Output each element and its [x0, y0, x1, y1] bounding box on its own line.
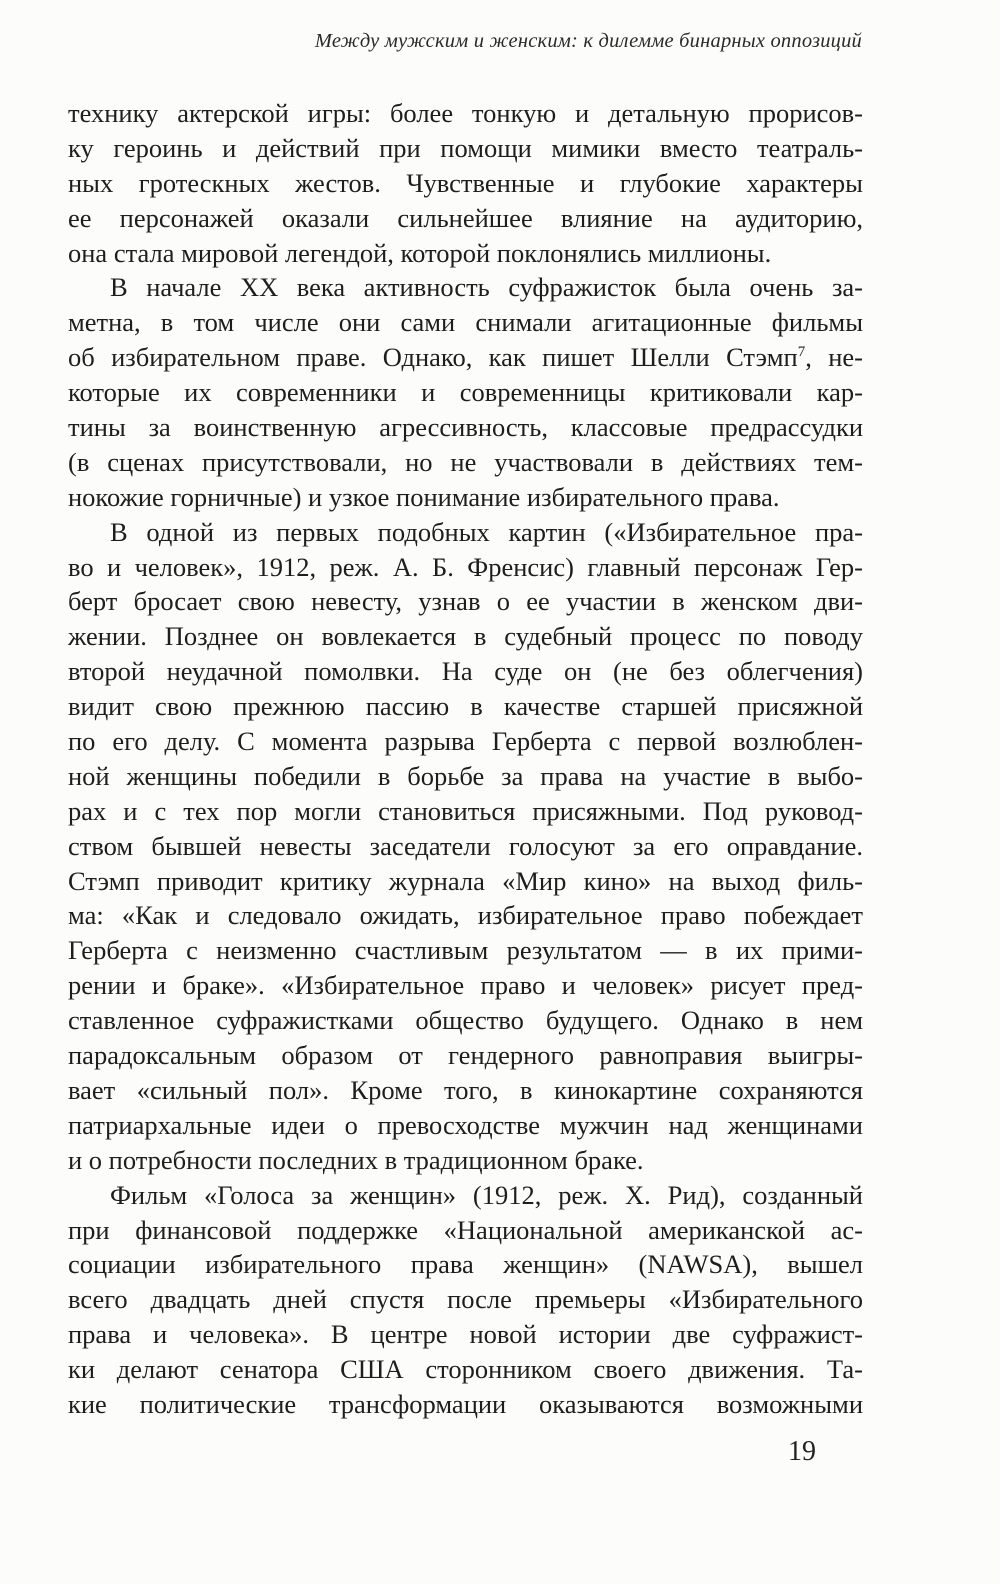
body-text: [68, 96, 863, 1422]
text-line: тины за воинственную агрессивность, классовые предрассудки: [68, 412, 863, 443]
paragraph: [68, 515, 863, 1178]
text-line: ной женщины победили в борьбе за права на участие в выбо-: [68, 760, 863, 791]
text-line: видит свою прежнюю пассию в качестве старшей присяжной: [68, 691, 863, 722]
text-line: технику актерской игры: более тонкую и детальную прорисов-: [68, 98, 863, 128]
text-line: всего двадцать дней спустя после премьеры «Избирательного: [68, 1284, 863, 1315]
text-line: ма: «Как и следовало ожидать, избирательное право побеждает: [68, 900, 863, 931]
text-line: во и человек», 1912, реж. А. Б. Френсис) главный персонаж Гер-: [68, 551, 863, 582]
text-line: патриархальные идеи о превосходстве мужчин над женщинами: [68, 1109, 863, 1140]
text-line: которые их современники и современницы критиковали кар-: [68, 377, 863, 408]
text-line: Стэмп приводит критику журнала «Мир кино» на выход филь-: [68, 865, 863, 896]
footnote-reference[interactable]: 7: [797, 344, 806, 361]
text-line: нокожие горничные) и узкое понимание избирательного права.: [68, 481, 780, 512]
text-line: при финансовой поддержке «Национальной американской ас-: [68, 1214, 863, 1245]
text-line: ее персонажей оказали сильнейшее влияние на аудиторию,: [68, 202, 863, 233]
text-line: Герберта с неизменно счастливым результатом — в их прими-: [68, 935, 863, 966]
text-line: (в сценах присутствовали, но не участвовали в действиях тем-: [68, 446, 863, 477]
text-line: социации избирательного права женщин» (NAWSA), вышел: [68, 1249, 863, 1280]
text-line: ки делают сенатора США сторонником своего движения. Та-: [68, 1354, 863, 1385]
text-line: В начале XX века активность суфражисток была очень за-: [110, 272, 863, 303]
text-line: ку героинь и действий при помощи мимики вместо театраль-: [68, 132, 863, 163]
running-header: Между мужским и женским: к дилемме бинарных оппозиций: [314, 30, 862, 52]
text-line: метна, в том числе они сами снимали агитационные фильмы: [68, 307, 863, 338]
text-line: вает «сильный пол». Кроме того, в кинокартине сохраняются: [68, 1074, 863, 1105]
text-line: В одной из первых подобных картин («Избирательное пра-: [110, 516, 863, 547]
text-line: берт бросает свою невесту, узнав о ее участии в женском дви-: [68, 586, 863, 617]
text-line: об избирательном праве. Однако, как пишет Шелли Стэмп$^7$, не-: [68, 342, 863, 373]
text-line: Фильм «Голоса за женщин» (1912, реж. Х. Рид), созданный: [110, 1179, 863, 1210]
text-line: и о потребности последних в традиционном браке.: [68, 1144, 644, 1175]
text-line: ставленное суфражистками общество будущего. Однако в нем: [68, 1005, 863, 1036]
text-line: рении и браке». «Избирательное право и человек» рисует пред-: [68, 970, 863, 1001]
text-line: парадоксальным образом от гендерного равноправия выигры-: [68, 1040, 863, 1071]
text-line: по его делу. С момента разрыва Герберта с первой возлюблен-: [68, 726, 863, 757]
paragraph: [68, 270, 863, 514]
text-line: права и человека». В центре новой истории две суфражист-: [68, 1319, 863, 1350]
paragraph: [68, 96, 863, 270]
paragraph: [68, 1178, 863, 1422]
text-line: второй неудачной помолвки. На суде он (не без облегчения): [68, 656, 863, 687]
text-line: кие политические трансформации оказываются возможными: [68, 1388, 863, 1419]
text-line: ных гротескных жестов. Чувственные и глубокие характеры: [68, 167, 863, 198]
text-line: жении. Позднее он вовлекается в судебный процесс по поводу: [68, 621, 863, 652]
text-line: она стала мировой легендой, которой поклонялись миллионы.: [68, 237, 772, 268]
page-number: 19: [788, 1436, 816, 1467]
text-line: ством бывшей невесты заседатели голосуют за его оправдание.: [68, 830, 863, 861]
text-line: рах и с тех пор могли становиться присяжными. Под руковод-: [68, 795, 863, 826]
